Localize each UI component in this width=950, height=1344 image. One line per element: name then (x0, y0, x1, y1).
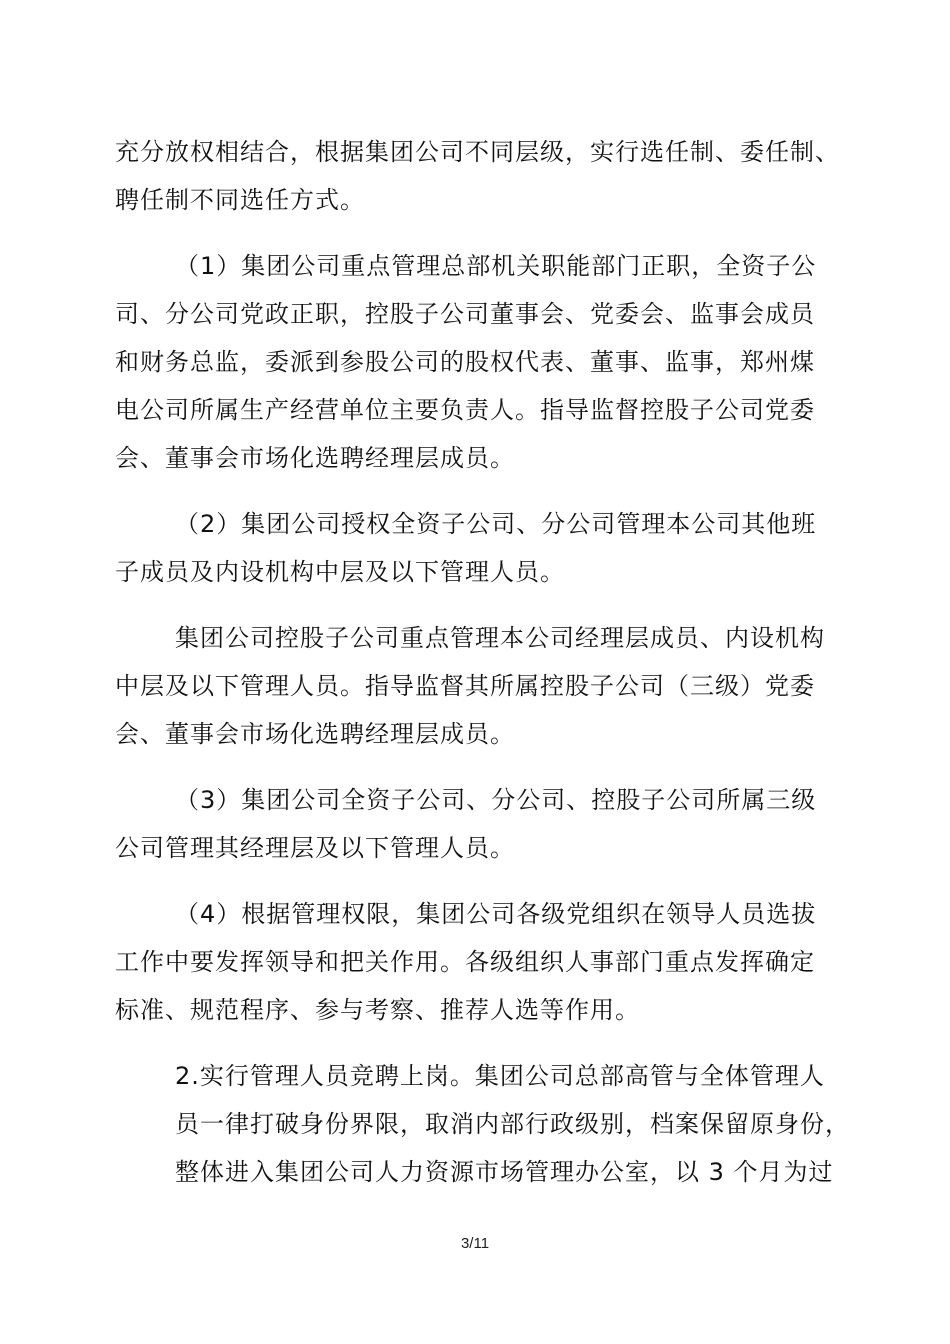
body-text-line: 司、分公司党政正职，控股子公司董事会、党委会、监事会成员 (115, 300, 815, 328)
body-text-line: （1）集团公司重点管理总部机关职能部门正职，全资子公 (175, 252, 817, 280)
body-text-line: 充分放权相结合，根据集团公司不同层级，实行选任制、委任制、 (115, 138, 840, 166)
body-text-line: 公司管理其经理层及以下管理人员。 (115, 834, 515, 862)
body-text-line: 工作中要发挥领导和把关作用。各级组织人事部门重点发挥确定 (115, 948, 815, 976)
body-text-line: 会、董事会市场化选聘经理层成员。 (115, 720, 515, 748)
body-text-line: （3）集团公司全资子公司、分公司、控股子公司所属三级 (175, 786, 817, 814)
body-text-line: 中层及以下管理人员。指导监督其所属控股子公司（三级）党委 (115, 672, 815, 700)
body-text-line: 员一律打破身份界限，取消内部行政级别，档案保留原身份， (175, 1110, 850, 1138)
body-text-line: 会、董事会市场化选聘经理层成员。 (115, 444, 515, 472)
body-text-line: 电公司所属生产经营单位主要负责人。指导监督控股子公司党委 (115, 396, 815, 424)
body-text-line: （2）集团公司授权全资子公司、分公司管理本公司其他班 (175, 510, 817, 538)
body-text-line: 整体进入集团公司人力资源市场管理办公室，以 3 个月为过 (175, 1158, 834, 1186)
body-text-line: 2.实行管理人员竞聘上岗。集团公司总部高管与全体管理人 (175, 1062, 825, 1090)
body-text-line: 和财务总监，委派到参股公司的股权代表、董事、监事，郑州煤 (115, 348, 815, 376)
page-number: 3/11 (460, 1235, 490, 1252)
body-text-line: 集团公司控股子公司重点管理本公司经理层成员、内设机构 (175, 624, 825, 652)
body-text-line: 聘任制不同选任方式。 (115, 186, 365, 214)
body-text-line: 标准、规范程序、参与考察、推荐人选等作用。 (115, 996, 640, 1024)
body-text-line: 子成员及内设机构中层及以下管理人员。 (115, 558, 565, 586)
body-text-line: （4）根据管理权限，集团公司各级党组织在领导人员选拔 (175, 900, 817, 928)
